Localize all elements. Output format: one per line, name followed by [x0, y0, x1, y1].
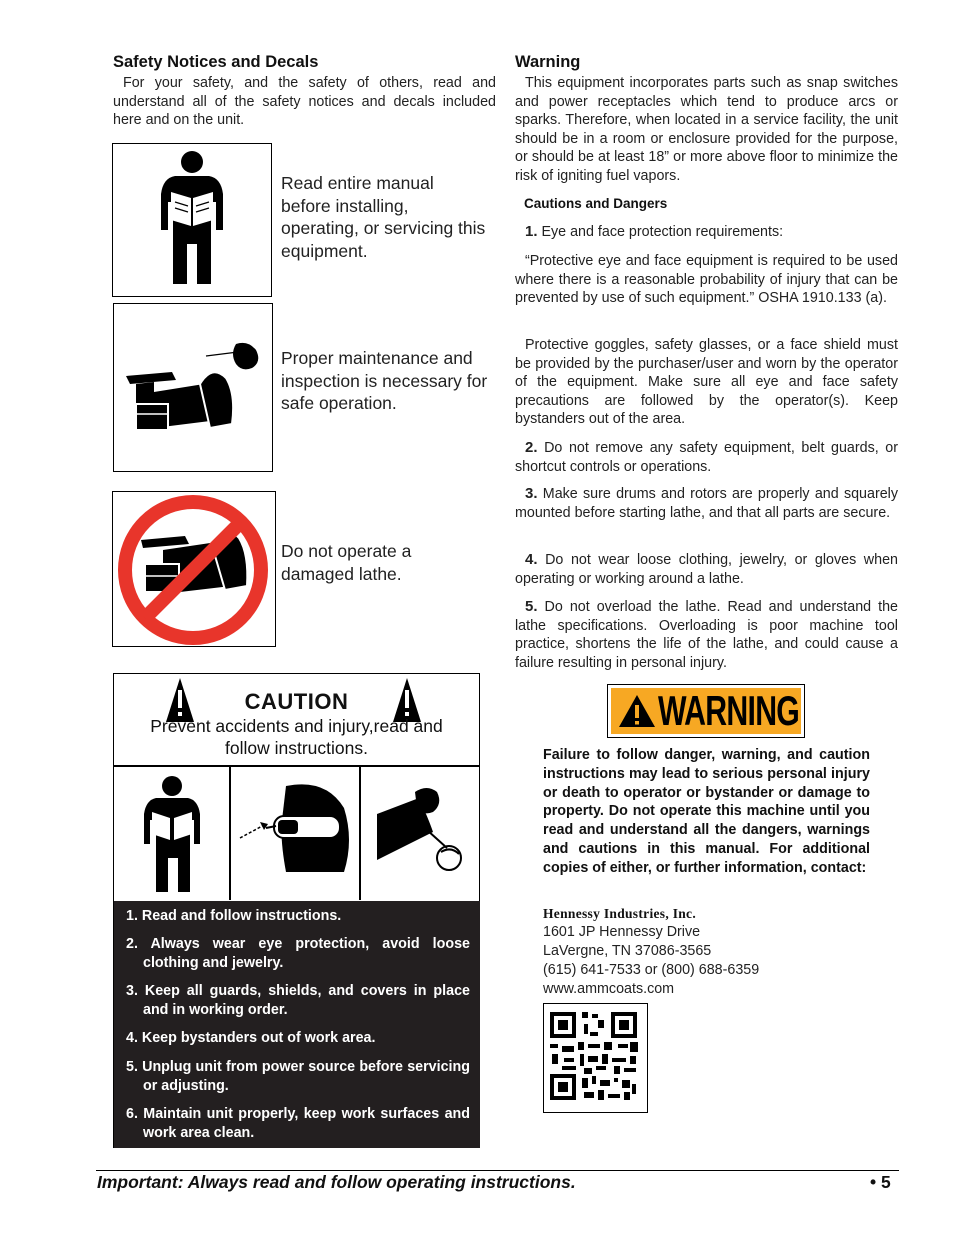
safety-intro: For your safety, and the safety of others, read and understand all of the safety notices and decals included here and on the unit.: [113, 75, 496, 129]
divider: [229, 766, 231, 900]
warning-label-text: WARNING: [658, 687, 800, 734]
caution-subtitle: Prevent accidents and injury,read and follow instructions.: [150, 716, 443, 758]
warning-label: [607, 684, 805, 738]
caution-instructions-list: [114, 901, 480, 1148]
list-item: 6. Maintain unit properly, keep work surfaces and work area clean.: [126, 1105, 470, 1141]
section-heading-safety: Safety Notices and Decals: [113, 53, 319, 71]
page-number: • 5: [870, 1172, 891, 1192]
warning-triangle-icon: [618, 694, 656, 728]
item-number: 5.: [525, 598, 538, 615]
hand-hazard-icon: [369, 780, 469, 890]
person-reading-manual-icon: [136, 774, 208, 896]
list-item: 3. Keep all guards, shields, and covers in place and in working order.: [126, 983, 470, 1019]
osha-quote: “Protective eye and face equipment is required to be used where there is a reasonable probability of injury that can be prevented by use of such equipment.” OSHA 1910.133 (a).: [515, 253, 898, 307]
no-damaged-lathe-icon: [113, 492, 275, 646]
item-number: 2.: [525, 439, 538, 456]
goggles-paragraph: Protective goggles, safety glasses, or a face shield must be provided by the purchaser/user and worn by the operator of the equipment. Make sure all eye and face safety precautions are followed by the operator(s). Keep bystanders out of the area.: [515, 337, 898, 428]
warning-intro: This equipment incorporates parts such as snap switches and power receptacles which tend to produce arcs or sparks. Therefore, when located in a service facility, the unit should be in a room or enclosure provided for the purpose, or should be at least 18” or more above floor to minimize the risk of igniting fuel vapors.: [515, 75, 898, 184]
warning-text: Failure to follow danger, warning, and caution instructions may lead to serious personal injury or death to operator or bystander or damage to property. Do not operate this machine until you read and understand all the dangers, warnings and cautions in this manual. For additional copies of either, or further information, contact:: [543, 747, 870, 876]
decal-read-manual: [112, 143, 272, 297]
item-text: Make sure drums and rotors are properly and squarely mounted before starting lathe, and that all parts are secure.: [515, 486, 898, 521]
caution-title: CAUTION: [244, 689, 349, 714]
decal-no-damaged-lathe: [112, 491, 276, 647]
qr-code-icon: [544, 1004, 647, 1112]
qr-code: [543, 1003, 648, 1113]
item-number: 4.: [525, 551, 538, 568]
caution-decal: [113, 673, 480, 1148]
list-item: 2. Always wear eye protection, avoid loose clothing and jewelry.: [126, 936, 470, 972]
website-link[interactable]: www.ammcoats.com: [543, 981, 675, 997]
divider: [359, 766, 361, 900]
footer-divider: [96, 1170, 899, 1171]
item-text: Do not overload the lathe. Read and understand the lathe specifications. Overloading is poor machine tool practice, shortens the life of the lathe, and could cause a failure resulting in personal injury.: [515, 599, 898, 671]
lathe-maintenance-icon: [114, 304, 272, 471]
cautions-dangers-heading: Cautions and Dangers: [524, 196, 668, 211]
item-text: Do not wear loose clothing, jewelry, or gloves when operating or working around a lathe.: [515, 552, 898, 587]
person-reading-manual-icon: [113, 144, 271, 296]
address-line-2: LaVergne, TN 37086-3565: [543, 943, 712, 959]
decal-caption-no-damaged-lathe: Do not operate a damaged lathe.: [281, 541, 412, 584]
decal-caption-maintenance: Proper maintenance and inspection is necessary for safe operation.: [281, 348, 488, 413]
decal-maintenance: [113, 303, 273, 472]
divider: [114, 765, 479, 767]
face-shield-icon: [236, 780, 354, 886]
caution-item-3: [515, 485, 898, 522]
caution-item-5: [515, 598, 898, 672]
caution-item-2: [515, 439, 898, 476]
item-text: Eye and face protection requirements:: [541, 224, 784, 240]
footer-text: Important: Always read and follow operating instructions.: [97, 1172, 576, 1192]
contact-block: [543, 923, 759, 999]
item-number: 3.: [525, 485, 538, 502]
section-heading-warning: Warning: [515, 53, 581, 71]
phone: (615) 641-7533 or (800) 688-6359: [543, 962, 760, 978]
decal-caption-read-manual: Read entire manual before installing, operating, or servicing this equipment.: [281, 173, 486, 261]
caution-item-1: [515, 223, 898, 242]
list-item: 4. Keep bystanders out of work area.: [126, 1030, 376, 1047]
list-item: 5. Unplug unit from power source before servicing or adjusting.: [126, 1058, 470, 1094]
caution-item-4: [515, 551, 898, 588]
item-text: Do not remove any safety equipment, belt guards, or shortcut controls or operations.: [515, 440, 898, 475]
address-line-1: 1601 JP Hennessy Drive: [543, 924, 701, 940]
item-number: 1.: [525, 223, 538, 240]
list-item: 1. Read and follow instructions.: [126, 908, 342, 924]
company-name: Hennessy Industries, Inc.: [543, 906, 697, 921]
